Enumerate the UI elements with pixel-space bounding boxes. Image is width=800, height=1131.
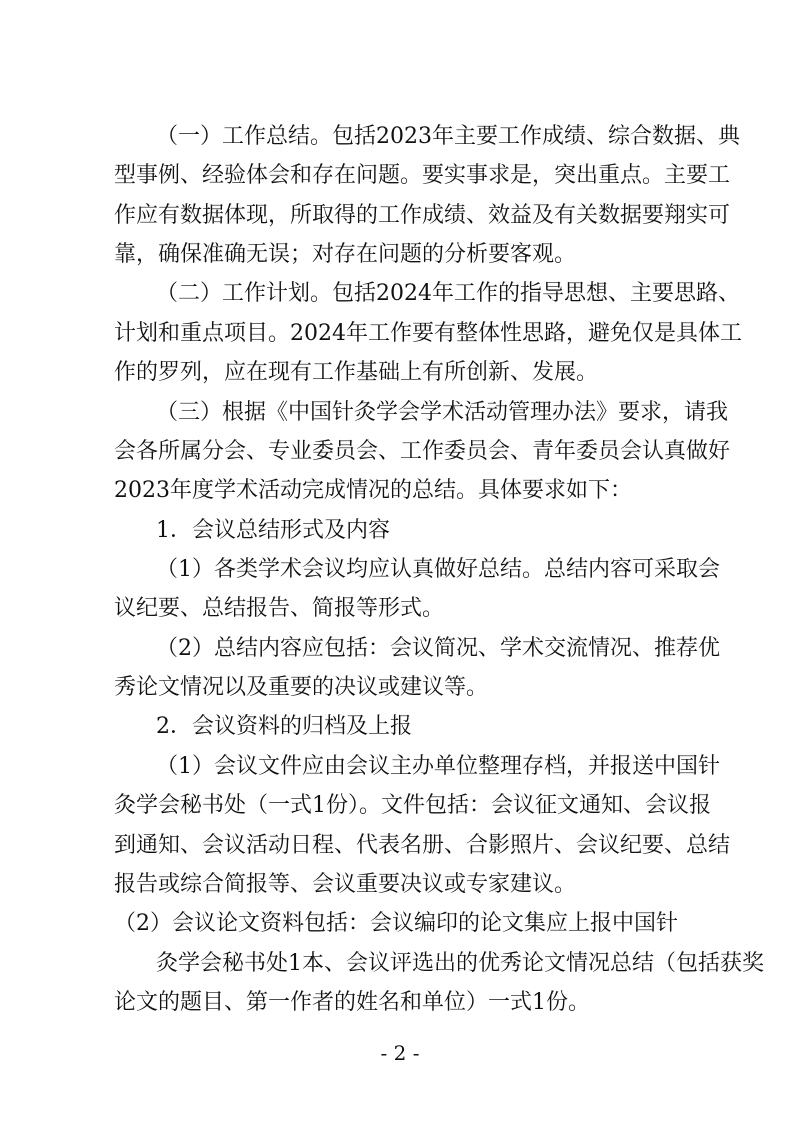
body-line: 2023年度学术活动完成情况的总结。具体要求如下： xyxy=(114,478,632,503)
body-line: 秀论文情况以及重要的决议或建议等。 xyxy=(114,675,489,700)
body-line: 作应有数据体现，所取得的工作成绩、效益及有关数据要翔实可 xyxy=(114,203,731,228)
body-line: 灸学会秘书处（一式1份）。文件包括：会议征文通知、会议报 xyxy=(114,793,711,818)
body-line: 靠，确保准确无误；对存在问题的分析要客观。 xyxy=(114,242,577,267)
body-line: 到通知、会议活动日程、代表名册、合影照片、会议纪要、总结 xyxy=(114,833,731,858)
body-line: （1）会议文件应由会议主办单位整理存档，并报送中国针 xyxy=(156,754,720,779)
body-line: 会各所属分会、专业委员会、工作委员会、青年委员会认真做好 xyxy=(114,439,731,464)
section-heading: 1．会议总结形式及内容 xyxy=(156,518,390,543)
body-line: 型事例、经验体会和存在问题。要实事求是，突出重点。主要工 xyxy=(114,163,731,188)
body-line: 论文的题目、第一作者的姓名和单位）一式1份。 xyxy=(114,990,590,1015)
body-line: （2）总结内容应包括：会议简况、学术交流情况、推荐优 xyxy=(156,636,720,661)
body-line: （一）工作总结。包括2023年主要工作成绩、综合数据、典 xyxy=(156,124,740,149)
body-line: 计划和重点项目。2024年工作要有整体性思路，避免仅是具体工 xyxy=(114,321,742,346)
body-line: （1）各类学术会议均应认真做好总结。总结内容可采取会 xyxy=(156,557,720,582)
body-line: 灸学会秘书处1本、会议评选出的优秀论文情况总结（包括获奖 xyxy=(156,951,764,976)
body-line: 报告或综合简报等、会议重要决议或专家建议。 xyxy=(114,872,577,897)
body-line: （三）根据《中国针灸学会学术活动管理办法》要求，请我 xyxy=(156,400,729,425)
body-line: 议纪要、总结报告、简报等形式。 xyxy=(114,596,445,621)
page-number: - 2 - xyxy=(380,1041,420,1065)
body-line: （2）会议论文资料包括：会议编印的论文集应上报中国针 xyxy=(114,911,678,936)
body-line: （二）工作计划。包括2024年工作的指导思想、主要思路、 xyxy=(156,281,740,306)
section-heading: 2．会议资料的归档及上报 xyxy=(156,714,412,739)
body-line: 作的罗列，应在现有工作基础上有所创新、发展。 xyxy=(114,360,599,385)
